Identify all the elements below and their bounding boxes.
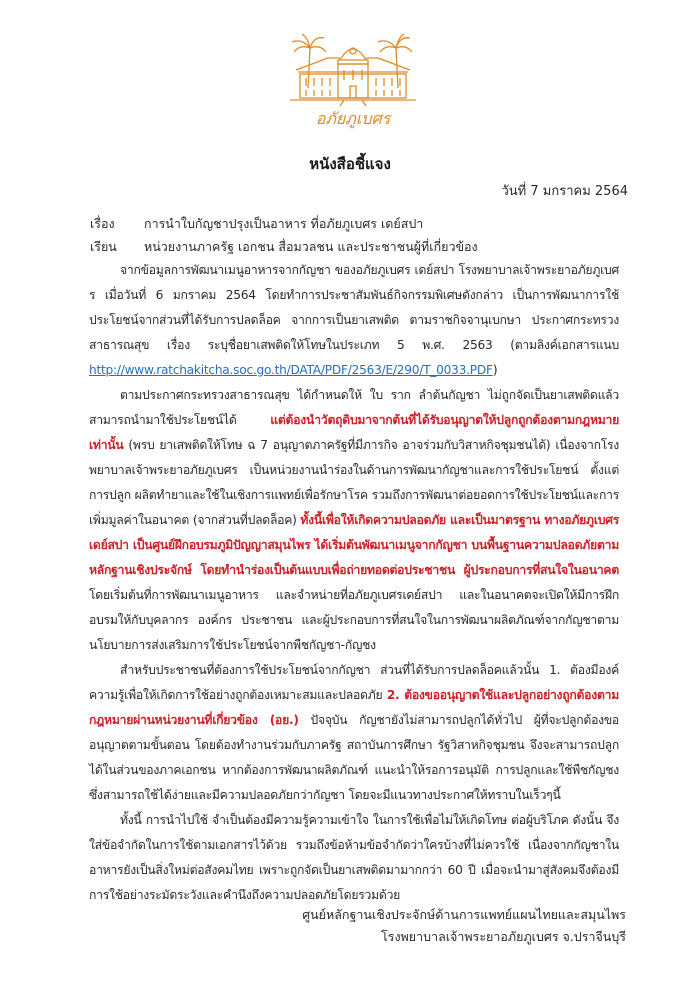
signature-hospital: โรงพยาบาลเจ้าพระยาอภัยภูเบศร จ.ปราจีนบุรี (381, 929, 626, 944)
signature-organization: ศูนย์หลักฐานเชิงประจักษ์ด้านการแพทย์แผนไทยและสมุนไพร (302, 907, 626, 922)
subject-text: การนำใบกัญชาปรุงเป็นอาหาร ที่อภัยภูเบศร เดย์สปา (144, 216, 424, 231)
paragraph-1: จากข้อมูลการพัฒนาเมนูอาหารจากกัญชา ของอภัยภูเบศร เดย์สปา โรงพยาบาลเจ้าพระยาอภัยภูเบศร เมื่อวันที่ 6 มกราคม 2564 โดยทำการประชาสัมพันธ์กิจกรรมพิเศษดังกล่าว เป็นการพัฒนาการใช้ประโยชน์จากส่วนที่ได้รับการปลดล็อค จากการเป็นยาเสพติด ตามราชกิจจานุเบกษา ประกาศกระทรวงสาธารณสุข เรื่อง ระบุชื่อยาเสพติดให้โทษในประเภท 5 พ.ศ. 2563 (ตามลิงค์เอกสารแนบ http://www.ratchakitcha.soc.go.th/DATA/PDF/2563/E/290/T_0033.PDF) (89, 263, 619, 377)
paragraph-2: ตามประกาศกระทรวงสาธารณสุข ได้กำหนดให้ ใบ ราก ลำต้นกัญชา ไม่ถูกจัดเป็นยาเสพติดแล้ว สามารถนำมาใช้ประโยชน์ได้ แต่ต้องนำวัตถุดิบมาจากต้นที่ได้รับอนุญาตให้ปลูกถูกต้องตามกฎหมายเท่านั้น (พรบ ยาเสพติดให้โทษ ฉ 7 อนุญาตภาครัฐที่มีภารกิจ อาจร่วมกับวิสาหกิจชุมชนได้) เนื่องจากโรงพยาบาลเจ้าพระยาอภัยภูเบศร เป็นหน่วยงานนำร่องในด้านการพัฒนากัญชาและการใช้ประโยชน์ ตั้งแต่การปลูก ผลิตทำยาและใช้ในเชิงการแพทย์เพื่อรักษาโรค รวมถึงการพัฒนาต่อยอดการใช้ประโยชน์และการเพิ่มมูลค่าในอนาคต (จากส่วนที่ปลดล็อค) ทั้งนี้เพื่อให้เกิดความปลอดภัย และเป็นมาตรฐาน ทางอภัยภูเบศรเดย์สปา เป็นศูนย์ฝึกอบรมภูมิปัญญาสมุนไพร ได้เริ่มต้นพัฒนาเมนูจากกัญชา บนพื้นฐานความปลอดภัยตามหลักฐานเชิงประจักษ์ โดยทำนำร่องเป็นต้นแบบเพื่อถ่ายทอดต่อประชาชน ผู้ประกอบการที่สนใจในอนาคต โดยเริ่มต้นที่การพัฒนาเมนูอาหาร และจำหน่ายที่อภัยภูเบศรเดย์สปา และในอนาคตจะเปิดให้มีการฝึกอบรมให้กับบุคลากร องค์กร ประชาชน และผู้ประกอบการที่สนใจในการพัฒนาผลิตภัณฑ์จากกัญชาตามนโยบายการส่งเสริมการใช้ประโยชน์จากพืชกัญชา-กัญชง (89, 388, 620, 652)
document-date: วันที่ 7 มกราคม 2564 (501, 184, 628, 199)
document-title: หนังสือชี้แจง (309, 155, 391, 173)
emphasis-text: ทั้งนี้เพื่อให้เกิดความปลอดภัย และเป็นมาตรฐาน ทางอภัยภูเบศรเดย์สปา เป็นศูนย์ฝึกอบรมภูมิปัญญาสมุนไพร ได้เริ่มต้นพัฒนาเมนูจากกัญชา บนพื้นฐานความปลอดภัยตามหลักฐานเชิงประจักษ์ โดยทำนำร่องเป็นต้นแบบเพื่อถ่ายทอดต่อประชาชน ผู้ประกอบการที่สนใจในอนาคต (89, 513, 620, 577)
gazette-link[interactable]: http://www.ratchakitcha.soc.go.th/DATA/PDF/2563/E/290/T_0033.PDF (89, 363, 493, 377)
subject-label: เรื่อง (90, 216, 115, 231)
signature-block (302, 904, 626, 948)
recipient-row (90, 237, 478, 257)
abhaibhubejhr-building-logo-icon (278, 18, 428, 130)
recipient-text: หน่วยงานภาครัฐ เอกชน สื่อมวลชน และประชาชนผู้ที่เกี่ยวข้อง (144, 239, 478, 254)
letterhead-logo (278, 18, 428, 130)
paragraph-4: ทั้งนี้ การนำไปใช้ จำเป็นต้องมีความรู้ความเข้าใจ ในการใช้เพื่อไม่ให้เกิดโทษ ต่อผู้บริโภค ดังนั้น จึงใส่ข้อจำกัดในการใช้ตามเอกสารไว้ด้วย รวมถึงข้อห้ามข้อจำกัดว่าใครบ้างที่ไม่ควรใช้ เนื่องจากกัญชาในอาหารยังเป็นสิ่งใหม่ต่อสังคมไทย เพราะถูกจัดเป็นยาเสพติดมามากกว่า 60 ปี เมื่อจะนำมาสู่สังคมจึงต้องมีการใช้อย่างระมัดระวังและคำนึงถึงความปลอดภัยโดยรวมด้วย (89, 813, 619, 902)
document-body (89, 258, 619, 908)
emphasis-text: 2. ต้องขออนุญาตใช้และปลูกอย่างถูกต้องตามกฎหมายผ่านหน่วยงานที่เกี่ยวข้อง (อย.) (89, 688, 619, 727)
subject-row (90, 214, 423, 234)
emphasis-text: แต่ต้องนำวัตถุดิบมาจากต้นที่ได้รับอนุญาตให้ปลูกถูกต้องตามกฎหมายเท่านั้น (89, 413, 619, 452)
svg-text:อภัยภูเบศร: อภัยภูเบศร (315, 109, 391, 128)
paragraph-3: สำหรับประชาชนที่ต้องการใช้ประโยชน์จากกัญชา ส่วนที่ได้รับการปลดล็อคแล้วนั้น 1. ต้องมีองค์ความรู้เพื่อให้เกิดการใช้อย่างถูกต้องเหมาะสมและปลอดภัย 2. ต้องขออนุญาตใช้และปลูกอย่างถูกต้องตามกฎหมายผ่านหน่วยงานที่เกี่ยวข้อง (อย.) ปัจจุบัน กัญชายังไม่สามารถปลูกได้ทั่วไป ผู้ที่จะปลูกต้องขออนุญาตตามขั้นตอน โดยต้องทำงานร่วมกับภาครัฐ สถาบันการศึกษา รัฐวิสาหกิจชุมชน จึงจะสามารถปลูกได้ในส่วนของภาคเอกชน หากต้องการพัฒนาผลิตภัณฑ์ แนะนำให้รอการอนุมัติ การปลูกและใช้พืชกัญชง ซึ่งสามารถใช้ได้ง่ายและมีความปลอดภัยกว่ากัญชา โดยจะมีแนวทางประกาศให้ทราบในเร็วๆนี้ (89, 663, 619, 802)
recipient-label: เรียน (90, 239, 117, 254)
